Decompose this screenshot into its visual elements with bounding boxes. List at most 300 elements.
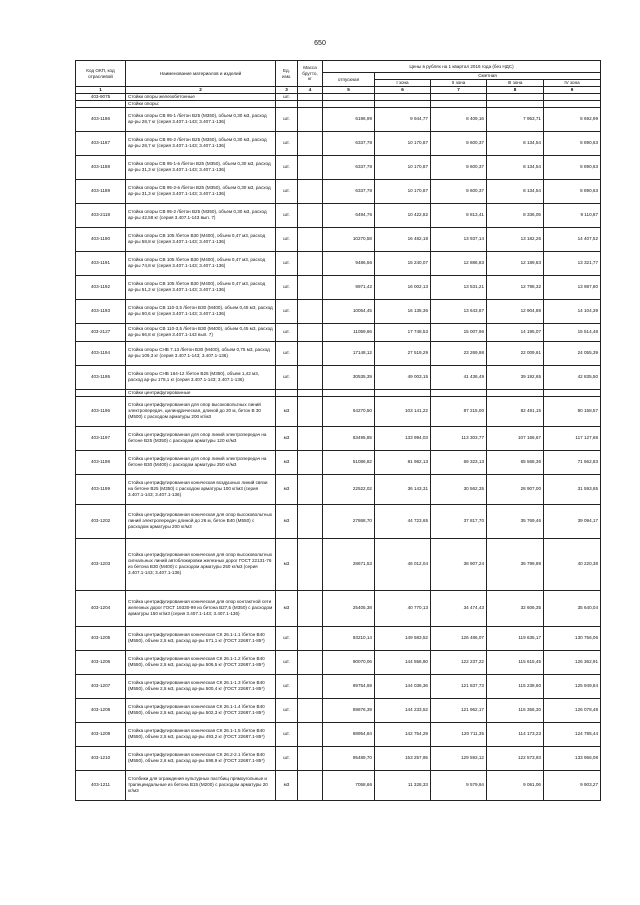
cell-name: Стойка центрифугированная коническая для опор высоковольтных линий электропередач длиной до 26 м, бетон B40 (M550) с расходом арматуры 200 кг/м3	[126, 504, 276, 538]
cell-code	[76, 100, 126, 107]
table-row	[76, 107, 601, 131]
cell-price-zone1: 44 723,65	[375, 504, 431, 538]
cell-price-zone2: 121 837,73	[431, 674, 487, 698]
cell-price-zone2: 34 474,43	[431, 590, 487, 626]
price-table	[75, 60, 601, 801]
cell-code: 403-1196	[76, 396, 126, 426]
cell-unit: шт.	[276, 650, 298, 674]
cell-price-release	[323, 93, 375, 100]
cell-price-release: 64270,50	[323, 396, 375, 426]
cell-price-zone1: 10 170,87	[375, 155, 431, 179]
cell-price-zone1: 16 002,13	[375, 275, 431, 299]
table-row	[76, 203, 601, 227]
cell-code: 403-1198	[76, 450, 126, 474]
cell-name: Стойка опоры СВ 105 /бетон B30 (M400), объем 0,47 м3, расход ар-ры 74,8 кг (серия 3.407.1-143; 3.407.1-136)	[126, 251, 276, 275]
cell-unit	[276, 100, 298, 107]
cell-unit: шт.	[276, 93, 298, 100]
cell-price-release: 17148,12	[323, 341, 375, 365]
cell-price-zone3: 35 769,46	[487, 504, 544, 538]
cell-unit: шт.	[276, 155, 298, 179]
cell-code: 403-1189	[76, 179, 126, 203]
table-row	[76, 155, 601, 179]
header-zone4: IV зона	[544, 80, 601, 87]
cell-price-zone1: 40 770,13	[375, 590, 431, 626]
header-zone2: II зона	[431, 80, 487, 87]
cell-price-zone4: 39 094,17	[544, 504, 601, 538]
cell-unit: шт.	[276, 722, 298, 746]
cell-mass	[298, 275, 323, 299]
cell-name: Столбики для ограждения культурных пастбищ прямоугольные и трапецеидальные из бетона B15 (M200) с расходом арматуры 20 кг/м3	[126, 770, 276, 800]
cell-name: Стойка центрифугированная коническая для опор контактной сети железных дорог ГОСТ 19330-99 из бетона B27,5 (M350) с расходом арматуры 150 кг/м3 (серия 3.407.1-143; 3.407.1-136)	[126, 590, 276, 626]
cell-unit: шт.	[276, 131, 298, 155]
cell-price-zone2: 13 643,87	[431, 299, 487, 323]
table-row	[76, 590, 601, 626]
cell-price-release: 6337,78	[323, 131, 375, 155]
cell-price-release: 11059,66	[323, 323, 375, 341]
header-mass: Масса брутто, кг	[298, 61, 323, 87]
cell-price-zone1: 16 135,36	[375, 299, 431, 323]
cell-code: 403-1210	[76, 746, 126, 770]
cell-price-zone2	[431, 100, 487, 107]
table-row	[76, 450, 601, 474]
cell-price-zone3: 107 166,67	[487, 426, 544, 450]
cell-price-zone2: 8 600,37	[431, 179, 487, 203]
cell-price-zone4: 124 785,44	[544, 722, 601, 746]
cell-price-zone3: 36 799,89	[487, 538, 544, 590]
cell-price-zone3: 65 568,36	[487, 450, 544, 474]
cell-name: Стойка опоры СВ 105 /бетон B30 (M400), объем 0,47 м3, расход ар-ры 51,2 кг (серия 3.407.1-143; 3.407.1-136)	[126, 275, 276, 299]
cell-price-zone3: 9 061,06	[487, 770, 544, 800]
table-row	[76, 93, 601, 100]
cell-price-zone2: 120 711,35	[431, 722, 487, 746]
cell-mass	[298, 650, 323, 674]
cell-price-release: 93210,14	[323, 626, 375, 650]
cell-price-release	[323, 389, 375, 396]
cell-price-zone3: 8 336,05	[487, 203, 544, 227]
cell-unit: шт.	[276, 698, 298, 722]
cell-unit: м3	[276, 426, 298, 450]
table-row	[76, 275, 601, 299]
cell-price-zone4: 8 890,63	[544, 131, 601, 155]
cell-price-zone2: 8 813,41	[431, 203, 487, 227]
cell-name: Стойка центрифугированная коническая СК 26.1-1.1 /бетон B40 (M550), объем 2,5 м3, расход ар-ры 571,1 кг (ГОСТ 22687.1-85*)	[126, 626, 276, 650]
cell-mass	[298, 389, 323, 396]
cell-mass	[298, 770, 323, 800]
cell-unit: шт.	[276, 323, 298, 341]
cell-name: Стойка опоры СВ 95-1-в /бетон B25 (M350), объем 0,30 м3, расход ар-ры 31,3 кг (серия 3.407.1-143; 3.407.1-136)	[126, 155, 276, 179]
cell-name: Стойка центрифугированная коническая СК 26.1-1.3 /бетон B40 (M550), объем 2,5 м3, расход ар-ры 500,4 кг (ГОСТ 22687.1-85*)	[126, 674, 276, 698]
cell-price-zone3: 119 635,17	[487, 626, 544, 650]
colnum: 3	[276, 87, 298, 94]
cell-price-zone2: 13 937,14	[431, 227, 487, 251]
cell-name: Стойки центрифугированные	[126, 389, 276, 396]
cell-price-zone1: 10 170,87	[375, 179, 431, 203]
table-body	[76, 93, 601, 800]
cell-unit: шт.	[276, 626, 298, 650]
cell-mass	[298, 251, 323, 275]
cell-price-zone3	[487, 389, 544, 396]
cell-code: 403-1203	[76, 538, 126, 590]
cell-price-zone3: 115 356,30	[487, 698, 544, 722]
cell-mass	[298, 227, 323, 251]
cell-price-zone1: 103 141,22	[375, 396, 431, 426]
cell-name: Стойка опоры СВ 95-2 /бетон B25 (M350), объем 0,30 м3, расход ар-ры 42,58 кг (серия 3.407.1-143 вып. 7)	[126, 203, 276, 227]
cell-unit: шт.	[276, 107, 298, 131]
cell-name: Стойка центрифугированная коническая для опор высоковольтных сигнальных линий автоблокировки железных дорог ГОСТ 22131-76 из бетона B30 (M400) с расходом арматуры 250 кг/м3 (серия 3.407.1-143; 3.407.1-136)	[126, 538, 276, 590]
cell-price-release: 10270,58	[323, 227, 375, 251]
cell-name: Стойка центрифугированная коническая СК 26.1-1.5 /бетон B40 (M550), объем 2,5 м3, расход ар-ры 493,2 кг (ГОСТ 22687.1-85*)	[126, 722, 276, 746]
cell-price-zone4: 13 321,77	[544, 251, 601, 275]
cell-price-zone1: 149 583,52	[375, 626, 431, 650]
colnum: 4	[298, 87, 323, 94]
cell-unit: шт.	[276, 203, 298, 227]
cell-price-release: 10054,45	[323, 299, 375, 323]
cell-code: 403-1208	[76, 698, 126, 722]
table-row	[76, 323, 601, 341]
cell-name: Стойка центрифугированная для опор линий электропередач на бетоне B25 (M350) с расходом арматуры 120 кг/м3	[126, 426, 276, 450]
header-code: Код ОКП, код отраслевой	[76, 61, 126, 87]
cell-mass	[298, 626, 323, 650]
cell-mass	[298, 504, 323, 538]
cell-price-zone4	[544, 93, 601, 100]
cell-price-zone1: 16 482,18	[375, 227, 431, 251]
cell-unit: м3	[276, 770, 298, 800]
cell-price-release: 6337,78	[323, 155, 375, 179]
cell-unit: шт.	[276, 365, 298, 389]
cell-price-release: 89754,69	[323, 674, 375, 698]
cell-price-release: 95489,70	[323, 746, 375, 770]
cell-mass	[298, 179, 323, 203]
table-row	[76, 746, 601, 770]
cell-code: 403-2127	[76, 323, 126, 341]
cell-price-release: 30535,39	[323, 365, 375, 389]
cell-name: Стойка центрифугированная коническая СК 26.1-1.2 /бетон B40 (M550), объем 2,5 м3, расход ар-ры 506,5 кг (ГОСТ 22687.1-85*)	[126, 650, 276, 674]
table-row	[76, 674, 601, 698]
table-row	[76, 227, 601, 251]
cell-name: Стойка центрифугированная коническая СК 26.1-1.4 /бетон B40 (M550), объем 2,5 м3, расход ар-ры 502,3 кг (ГОСТ 22687.1-85*)	[126, 698, 276, 722]
cell-price-zone4: 8 890,63	[544, 155, 601, 179]
cell-price-zone1: 144 233,52	[375, 698, 431, 722]
colnum: 2	[126, 87, 276, 94]
column-numbers-row	[76, 87, 601, 94]
cell-mass	[298, 131, 323, 155]
cell-price-release	[323, 100, 375, 107]
cell-price-zone4: 24 055,39	[544, 341, 601, 365]
cell-price-zone3: 14 195,07	[487, 323, 544, 341]
cell-mass	[298, 323, 323, 341]
cell-price-zone2: 13 531,21	[431, 275, 487, 299]
cell-price-zone4: 126 362,91	[544, 650, 601, 674]
cell-price-release: 83495,85	[323, 426, 375, 450]
cell-name: Стойка центрифугированная коническая воздушных линий связи на бетоне B25 (M350) с расходом арматуры 100 кг/м3 (серия 3.407.1-143; 3.407.1-136)	[126, 474, 276, 504]
cell-price-zone4: 9 903,27	[544, 770, 601, 800]
table-row	[76, 698, 601, 722]
cell-name: Стойки опоры железобетонные	[126, 93, 276, 100]
cell-unit	[276, 389, 298, 396]
cell-code: 403-1187	[76, 131, 126, 155]
colnum: 9	[544, 87, 601, 94]
cell-mass	[298, 100, 323, 107]
header-release: отпускная	[323, 73, 375, 87]
cell-mass	[298, 93, 323, 100]
cell-price-release: 6494,76	[323, 203, 375, 227]
cell-mass	[298, 538, 323, 590]
cell-price-zone3: 115 238,60	[487, 674, 544, 698]
cell-name: Стойка центрифугированная для опор высоковольтных линий электропередач, цилиндрическая, длиной до 20 м, бетон В 30 (M500) с расходом арматуры 200 кг/м3	[126, 396, 276, 426]
cell-price-zone3: 114 173,23	[487, 722, 544, 746]
cell-price-zone1: 27 519,29	[375, 341, 431, 365]
cell-unit: шт.	[276, 299, 298, 323]
cell-price-zone4: 9 110,87	[544, 203, 601, 227]
cell-price-zone1: 15 240,07	[375, 251, 431, 275]
colnum: 6	[375, 87, 431, 94]
table-row	[76, 389, 601, 396]
cell-price-zone2: 8 409,16	[431, 107, 487, 131]
cell-price-zone4: 15 514,48	[544, 323, 601, 341]
colnum: 7	[431, 87, 487, 94]
cell-price-zone1: 49 003,15	[375, 365, 431, 389]
cell-price-zone2: 8 600,37	[431, 155, 487, 179]
cell-price-zone2: 9 579,94	[431, 770, 487, 800]
cell-code	[76, 389, 126, 396]
cell-price-zone1: 153 257,95	[375, 746, 431, 770]
cell-mass	[298, 450, 323, 474]
cell-price-zone3: 28 907,00	[487, 474, 544, 504]
page-number: 650	[314, 40, 326, 47]
cell-price-zone4: 8 890,63	[544, 179, 601, 203]
cell-mass	[298, 674, 323, 698]
cell-price-zone4: 13 987,80	[544, 275, 601, 299]
cell-code: 403-2118	[76, 203, 126, 227]
cell-price-zone4: 42 835,50	[544, 365, 601, 389]
cell-code: 403-1209	[76, 722, 126, 746]
cell-unit: шт.	[276, 341, 298, 365]
cell-code: 403-1207	[76, 674, 126, 698]
cell-price-release: 6337,78	[323, 179, 375, 203]
cell-price-zone3: 12 904,88	[487, 299, 544, 323]
cell-mass	[298, 203, 323, 227]
cell-price-zone3: 7 953,71	[487, 107, 544, 131]
cell-mass	[298, 299, 323, 323]
cell-unit: шт.	[276, 746, 298, 770]
cell-name: Стойка опоры СВ 110-3,5 /бетон B30 (M400), объем 0,45 м3, расход ар-ры 60,6 кг (серия 3.407.1-143; 3.407.1-136)	[126, 299, 276, 323]
cell-price-zone1: 142 754,29	[375, 722, 431, 746]
cell-price-zone2: 38 907,24	[431, 538, 487, 590]
cell-price-zone2	[431, 389, 487, 396]
cell-unit: шт.	[276, 251, 298, 275]
cell-price-release: 51086,82	[323, 450, 375, 474]
cell-name: Стойка опоры СВ 110-3,5 /бетон B30 (M400), объем 0,45 м3, расход ар-ры 66,8 кг (серия 3.407.1-143 вып. 7)	[126, 323, 276, 341]
cell-price-zone2: 12 886,83	[431, 251, 487, 275]
cell-price-zone4: 130 756,06	[544, 626, 601, 650]
cell-name: Стойки опоры:	[126, 100, 276, 107]
table-row	[76, 426, 601, 450]
cell-name: Стойка опоры СНВ 164-12 /бетон B25 (M350), объем 1,42 м3, расход ар-ры 178,1 кг (серия 3.407.1-143; 3.407.1-136)	[126, 365, 276, 389]
cell-price-zone3: 122 573,93	[487, 746, 544, 770]
cell-name: Стойка опоры СВ 95-2-в /бетон B25 (M350), объем 0,30 м3, расход ар-ры 31,3 кг (серия 3.407.1-143; 3.407.1-136)	[126, 179, 276, 203]
cell-price-zone3	[487, 100, 544, 107]
cell-mass	[298, 107, 323, 131]
cell-price-zone4	[544, 389, 601, 396]
cell-mass	[298, 341, 323, 365]
cell-price-release: 25405,38	[323, 590, 375, 626]
cell-price-zone3: 39 192,65	[487, 365, 544, 389]
cell-unit: шт.	[276, 179, 298, 203]
cell-price-zone3: 8 134,54	[487, 155, 544, 179]
table-row	[76, 474, 601, 504]
cell-unit: м3	[276, 396, 298, 426]
table-header	[76, 61, 601, 94]
table-row	[76, 131, 601, 155]
cell-price-zone2: 87 215,00	[431, 396, 487, 426]
cell-price-zone3: 13 182,26	[487, 227, 544, 251]
cell-mass	[298, 746, 323, 770]
cell-price-zone4: 133 966,08	[544, 746, 601, 770]
table-row	[76, 100, 601, 107]
cell-price-zone1	[375, 389, 431, 396]
cell-price-zone1	[375, 100, 431, 107]
cell-name: Стойка опоры СНВ 7.13 /бетон B30 (M400), объем 0,75 м3, расход ар-ры 109,3 кг (серия 3.407.1-143; 3.407.1-136)	[126, 341, 276, 365]
table-row	[76, 650, 601, 674]
colnum: 1	[76, 87, 126, 94]
cell-price-zone1: 46 012,04	[375, 538, 431, 590]
table-row	[76, 365, 601, 389]
cell-price-zone1	[375, 93, 431, 100]
cell-price-zone3: 12 798,32	[487, 275, 544, 299]
cell-mass	[298, 698, 323, 722]
table-row	[76, 341, 601, 365]
cell-price-zone4: 71 662,83	[544, 450, 601, 474]
cell-price-zone2: 122 237,22	[431, 650, 487, 674]
cell-price-zone2: 113 303,77	[431, 426, 487, 450]
cell-price-zone3: 12 189,83	[487, 251, 544, 275]
cell-price-zone3: 8 134,54	[487, 131, 544, 155]
cell-unit: м3	[276, 474, 298, 504]
cell-price-release: 22522,02	[323, 474, 375, 504]
table-row	[76, 504, 601, 538]
table-row	[76, 251, 601, 275]
cell-price-zone1: 9 944,77	[375, 107, 431, 131]
cell-price-zone4: 40 220,38	[544, 538, 601, 590]
cell-price-zone3: 82 491,15	[487, 396, 544, 426]
cell-price-zone2: 41 436,49	[431, 365, 487, 389]
cell-mass	[298, 396, 323, 426]
cell-price-zone2: 126 486,07	[431, 626, 487, 650]
cell-unit: шт.	[276, 674, 298, 698]
cell-mass	[298, 722, 323, 746]
cell-name: Стойка центрифугированная коническая СК 26.2-2.1 /бетон B40 (M550), объем 2,6 м3, расход ар-ры 598,9 кг (ГОСТ 22687.1-85*)	[126, 746, 276, 770]
cell-price-release: 6196,99	[323, 107, 375, 131]
cell-price-zone4: 117 127,68	[544, 426, 601, 450]
cell-unit: м3	[276, 538, 298, 590]
cell-price-zone1: 10 422,82	[375, 203, 431, 227]
cell-price-zone4: 126 078,48	[544, 698, 601, 722]
table-row	[76, 538, 601, 590]
cell-code: 403-9075	[76, 93, 126, 100]
cell-price-zone2: 15 007,96	[431, 323, 487, 341]
cell-price-zone3: 8 134,54	[487, 179, 544, 203]
cell-unit: м3	[276, 590, 298, 626]
cell-price-zone2: 37 817,70	[431, 504, 487, 538]
cell-unit: шт.	[276, 275, 298, 299]
cell-price-release: 90070,06	[323, 650, 375, 674]
header-zone3: III зона	[487, 80, 544, 87]
cell-name: Стойка опоры СВ 95-2 /бетон B25 (M350), объем 0,30 м3, расход ар-ры 28,7 кг (серия 3.407.1-143; 3.407.1-136)	[126, 131, 276, 155]
cell-price-zone4	[544, 100, 601, 107]
cell-price-release: 27868,70	[323, 504, 375, 538]
header-zone1: I зона	[375, 80, 431, 87]
cell-price-zone3: 22 009,61	[487, 341, 544, 365]
cell-name: Стойка опоры СВ 95-1 /бетон B25 (M350), объем 0,30 м3, расход ар-ры 28,7 кг (серия 3.407.1-143; 3.407.1-136)	[126, 107, 276, 131]
cell-price-zone4: 8 692,99	[544, 107, 601, 131]
cell-price-zone1: 36 143,31	[375, 474, 431, 504]
table-row	[76, 396, 601, 426]
cell-price-zone4: 14 407,52	[544, 227, 601, 251]
header-prices: Цены в рублях на 1 квартал 2016 года (без НДС)	[323, 61, 601, 73]
cell-price-zone2: 23 269,98	[431, 341, 487, 365]
cell-unit: шт.	[276, 227, 298, 251]
cell-name: Стойка центрифугированная для опор линий электропередач на бетоне B30 (M400) с расходом арматуры 250 кг/м3	[126, 450, 276, 474]
cell-price-zone2	[431, 93, 487, 100]
cell-code: 403-1192	[76, 275, 126, 299]
cell-code: 403-1194	[76, 341, 126, 365]
cell-unit: м3	[276, 504, 298, 538]
cell-code: 403-1197	[76, 426, 126, 450]
cell-price-zone1: 81 982,13	[375, 450, 431, 474]
cell-price-zone4: 31 593,65	[544, 474, 601, 504]
cell-price-zone1: 144 556,80	[375, 650, 431, 674]
cell-code: 403-1191	[76, 251, 126, 275]
colnum: 5	[323, 87, 375, 94]
cell-price-zone3: 32 606,35	[487, 590, 544, 626]
cell-mass	[298, 426, 323, 450]
header-unit: Ед. изм.	[276, 61, 298, 87]
cell-price-zone1: 17 748,53	[375, 323, 431, 341]
cell-price-zone1: 144 036,36	[375, 674, 431, 698]
cell-price-zone1: 10 170,87	[375, 131, 431, 155]
cell-price-zone2: 8 600,37	[431, 131, 487, 155]
cell-code: 403-1204	[76, 590, 126, 626]
cell-code: 403-1211	[76, 770, 126, 800]
cell-price-zone2: 69 323,13	[431, 450, 487, 474]
cell-price-release: 7058,66	[323, 770, 375, 800]
cell-price-zone2: 121 962,17	[431, 698, 487, 722]
table-row	[76, 179, 601, 203]
table-row	[76, 626, 601, 650]
cell-mass	[298, 155, 323, 179]
cell-price-zone4: 90 158,57	[544, 396, 601, 426]
table-row	[76, 299, 601, 323]
cell-mass	[298, 365, 323, 389]
cell-price-zone4: 14 104,39	[544, 299, 601, 323]
cell-price-release: 88954,84	[323, 722, 375, 746]
cell-code: 403-1188	[76, 155, 126, 179]
cell-name: Стойка опоры СВ 105 /бетон B30 (M400), объем 0,47 м3, расход ар-ры 58,8 кг (серия 3.407.1-143; 3.407.1-136)	[126, 227, 276, 251]
cell-price-zone1: 11 328,33	[375, 770, 431, 800]
table-row	[76, 722, 601, 746]
cell-price-zone2: 129 593,12	[431, 746, 487, 770]
cell-code: 403-1202	[76, 504, 126, 538]
cell-price-zone2: 30 562,35	[431, 474, 487, 504]
cell-price-zone1: 133 994,03	[375, 426, 431, 450]
colnum: 8	[487, 87, 544, 94]
cell-code: 403-1195	[76, 365, 126, 389]
cell-code: 403-1193	[76, 299, 126, 323]
cell-price-zone3	[487, 93, 544, 100]
cell-price-release: 9971,42	[323, 275, 375, 299]
cell-price-zone4: 35 640,04	[544, 590, 601, 626]
cell-price-release: 89876,39	[323, 698, 375, 722]
